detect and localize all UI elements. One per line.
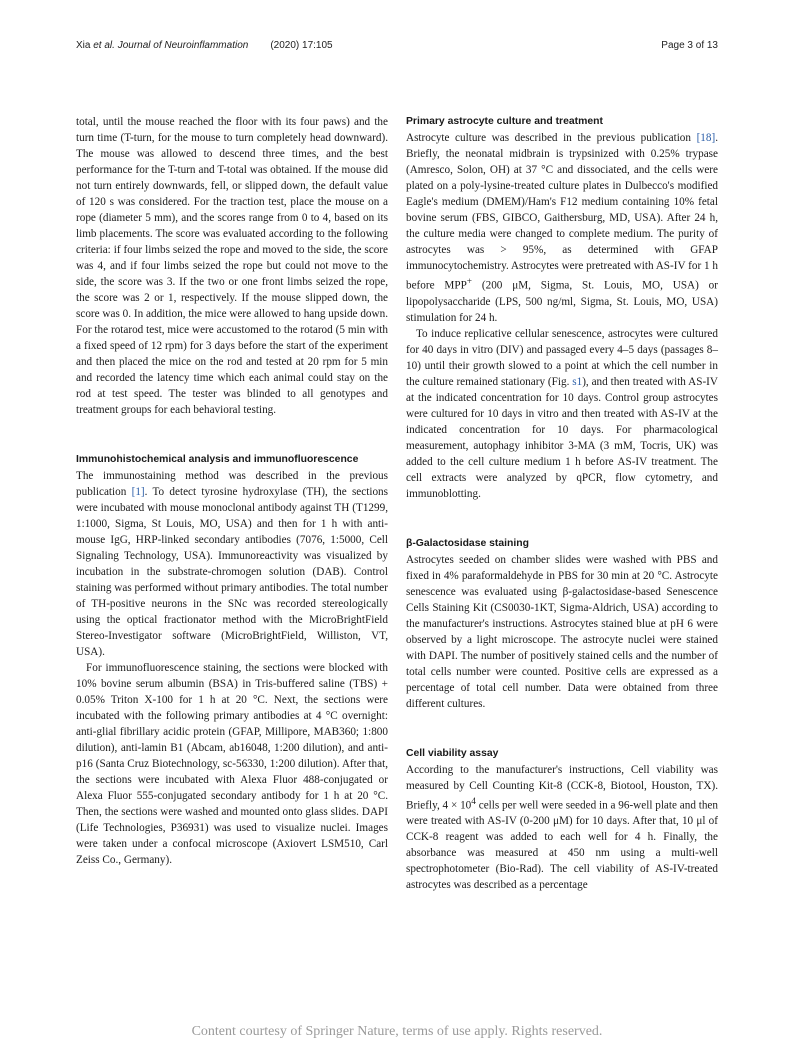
citation-link[interactable]: [1] — [131, 486, 145, 498]
copyright-footer: Content courtesy of Springer Nature, terms of use apply. Rights reserved. — [191, 1024, 603, 1039]
year-volume: (2020) 17:105 — [270, 40, 333, 51]
left-column — [76, 114, 388, 868]
astrocyte-culture-paragraph: Astrocyte culture was described in the previous publication [18]. Briefly, the neonatal midbrain is trypsinized with 0.25% trypase (Amresco, Solon, OH) at 37 °C and dissociated, and the cells were plated on a poly-lysine-treated culture plates in Dulbecco's modified Eagle's medium (DMEM)/Ham's F12 medium containing 10% fetal bovine serum (FBS, GIBCO, Gaithersburg, MD, USA). After 24 h, the culture media were changed to complete medium. The purity of astrocytes was > 95%, as determined with GFAP immunocytochemistry. Astrocytes were pretreated with AS-IV for 1 h before MPP+ (200 μM, Sigma, St. Louis, MO, USA) or lipopolysaccharide (LPS, 500 ng/ml, Sigma, St. Louis, MO, USA) stimulation for 24 h. — [406, 132, 718, 324]
bgal-heading: β-Galactosidase staining — [406, 537, 529, 549]
ihc-paragraph: The immunostaining method was described in the previous publication [1]. To detect tyrosine hydroxylase (TH), the sections were incubated with mouse monoclonal antibody against TH (T1299, 1:1000, Sigma, St Louis, MO, USA) and then for 1 h with anti-mouse IgG, HRP-linked secondary antibodies (7076, 1:5000, Cell Signaling Technology, USA). Immunoreactivity was visualized by incubation in the substrate-chromogen solution (DAB). Control staining was performed without primary antibodies. The total number of TH-positive neurons in the SNc was recorded stereologically using the optical fractionator method with the MicroBrightField Stereo-Investigator software (MicroBrightField, Williston, VT, USA). — [76, 470, 388, 658]
right-column — [406, 114, 718, 893]
cell-viability-paragraph: According to the manufacturer's instructions, Cell viability was measured by Cell Counting Kit-8 (CCK-8, Biotool, Houston, TX). Briefly, $4 \times 10^4$ cells per well were seeded in a 96-well plate and then were treated with AS-IV (0-200 μM) for 10 days. After that, 10 μl of CCK-8 reagent was added to each well for 4 h. Finally, the absorbance was measured at 450 nm using a multi-well spectrophotometer (Bio-Rad). The cell viability of AS-IV-treated astrocytes was described as a percentage — [406, 763, 718, 892]
journal-citation: Xia et al. Journal of Neuroinflammation (2020) 17:105 — [76, 40, 333, 51]
astrocyte-culture-heading: Primary astrocyte culture and treatment — [406, 116, 603, 127]
running-header — [76, 40, 718, 56]
bgal-paragraph: Astrocytes seeded on chamber slides were washed with PBS and fixed in 4% paraformaldehyde in PBS for 30 min at 20 °C. Astrocyte senescence was evaluated using β-galactosidase-based Senescence Cells Staining Kit (CS0030-1KT, Sigma-Aldrich, USA) according to the manufacturer's instructions. Astrocytes stained blue at pH 6 were observed by a light microscope. The astrocyte nuclei were stained with DAPI. The number of positively stained cells and the number of total cells number were counted. Positive cells are expressed as a percentage of total cell number. Data were obtained from three different cultures. — [406, 553, 718, 710]
cell-viability-heading: Cell viability assay — [406, 747, 499, 759]
behavior-paragraph: total, until the mouse reached the floor with its four paws) and the turn time (T-turn, for the mouse to turn completely head downward). The mouse was allowed to descend three times, and the best performance for the T-turn and T-total was obtained. If the mouse did not turn entirely downwards, fell, or slipped down, the default value of 120 s was considered. For the traction test, place the mouse on a rope (diameter 5 mm), and the scores range from 0 to 4, based on its limb placements. The score was evaluated according to the following criteria: if four limbs seized the rope and moved to the side, the score was 4, and if four limbs seized the rope but could not move to the side, the score was 3. If the two or one front limbs seized the rope, the score was 2 or 1, respectively. If the mouse slipped down, the score was 0. In addition, the mice were allowed to hang upside down. For the rotarod test, mice were accustomed to the rotarod (5 min with a fixed speed of 12 rpm) for 3 days before the start of the experiment and then placed the mice on the rod and tested at 20 rpm for 5 min and recorded the latency time which each animal could stay on the rod at test speed. The tester was blinded to all genotypes and treatment groups for each behavioral testing. — [76, 116, 388, 416]
figure-link[interactable]: s1 — [572, 375, 583, 388]
ihc-heading: Immunohistochemical analysis and immunofluorescence — [76, 454, 359, 465]
immunofluorescence-paragraph: For immunofluorescence staining, the sections were blocked with 10% bovine serum albumin (BSA) in Tris-buffered saline (TBS) + 0.05% Triton X-100 for 1 h at 20 °C. Next, the sections were incubated with the following primary antibodies at 4 °C overnight: anti-glial fibrillary acidic protein (GFAP, Millipore, MAB360; 1:800 dilution), anti-lamin B1 (Abcam, ab16048, 1:200 dilution), and anti-p16 (Santa Cruz Biotechnology, sc-56330, 1:200 dilution). After that, the sections were incubated with Alexa Fluor 488-conjugated or Alexa Fluor 555-conjugated secondary antibody for 1 h at 20 °C. Then, the sections were washed and mounted onto glass slides. DAPI (Life Technologies, P36931) was used to visualize nuclei. Images were taken under a confocal microscope (Axiovert LSM510, Carl Zeiss Co., Germany). — [76, 662, 388, 866]
senescence-paragraph: To induce replicative cellular senescence, astrocytes were cultured for 40 days in vitro (DIV) and passaged every 4–5 days (passages 8–10) until their growth slowed to a point at which the cell number in the culture remained stationary (Fig. s1), and then treated with AS-IV at the indicated concentration for 10 days. Control group astrocytes were cultured for 10 days in vitro and then treated with AS-IV at the indicated concentration for 10 days. For pharmacological measurement, autophagy inhibitor 3-MA (3 mM, Tocris, UK) was added to the cell culture medium 1 h before AS-IV treatment. The cell extracts were analyzed by qPCR, flow cytometry, and immunoblotting. — [406, 327, 718, 500]
page-number: Page 3 of 13 — [661, 40, 718, 51]
citation-link[interactable]: [18] — [696, 132, 716, 144]
